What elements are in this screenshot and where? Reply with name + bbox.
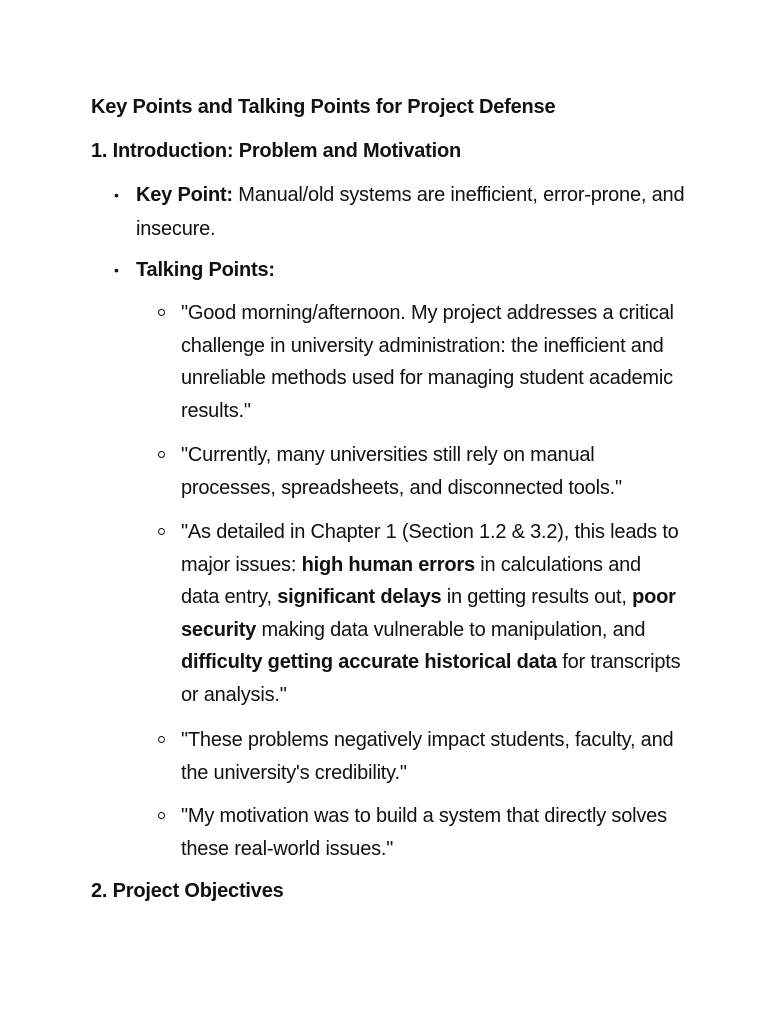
talking-point-quote (181, 516, 681, 712)
talking-point-quote (181, 724, 681, 789)
emphasis-high-human-errors: high human errors (301, 553, 475, 576)
quote-text: "As detailed in Chapter 1 (Section 1.2 & 3.2), this leads to major issues: (181, 521, 679, 576)
key-point-label: Key Point: (136, 184, 233, 206)
hollow-bullet-icon (158, 451, 165, 458)
talking-point-quote (181, 800, 681, 865)
quote-text: "My motivation was to build a system that directly solves these real-world issues." (181, 805, 667, 860)
bullet-icon: • (114, 262, 119, 278)
quote-text: for transcripts or analysis." (181, 651, 681, 706)
emphasis-poor-security: poor security (181, 586, 676, 641)
quote-text: in getting results out, (441, 586, 633, 609)
hollow-bullet-icon (158, 528, 165, 535)
quote-text: "These problems negatively impact students, faculty, and the university's credibility." (181, 729, 674, 784)
quote-text: "Good morning/afternoon. My project addresses a critical challenge in university administration: the inefficient and unreliable methods used for managing student academic results." (181, 302, 674, 422)
document-title: Key Points and Talking Points for Project Defense (91, 96, 556, 118)
key-point-item (114, 178, 696, 246)
talking-point-quote (181, 439, 681, 504)
quote-text: "Currently, many universities still rely on manual processes, spreadsheets, and disconnected tools." (181, 444, 622, 499)
hollow-bullet-icon (158, 736, 165, 743)
key-point-text: Manual/old systems are inefficient, error-prone, and insecure. (136, 184, 685, 240)
section-heading-objectives: 2. Project Objectives (91, 880, 284, 902)
talking-points-label: Talking Points: (136, 259, 275, 281)
emphasis-difficulty-historical-data: difficulty getting accurate historical data (181, 651, 557, 674)
section-heading-introduction: 1. Introduction: Problem and Motivation (91, 140, 461, 162)
talking-points-item (114, 253, 696, 287)
hollow-bullet-icon (158, 309, 165, 316)
bullet-icon: • (114, 187, 119, 203)
emphasis-significant-delays: significant delays (277, 586, 442, 609)
talking-point-quote (181, 297, 681, 427)
quote-text: in calculations and data entry, (181, 553, 641, 609)
quote-text: making data vulnerable to manipulation, and (256, 618, 646, 641)
hollow-bullet-icon (158, 812, 165, 819)
